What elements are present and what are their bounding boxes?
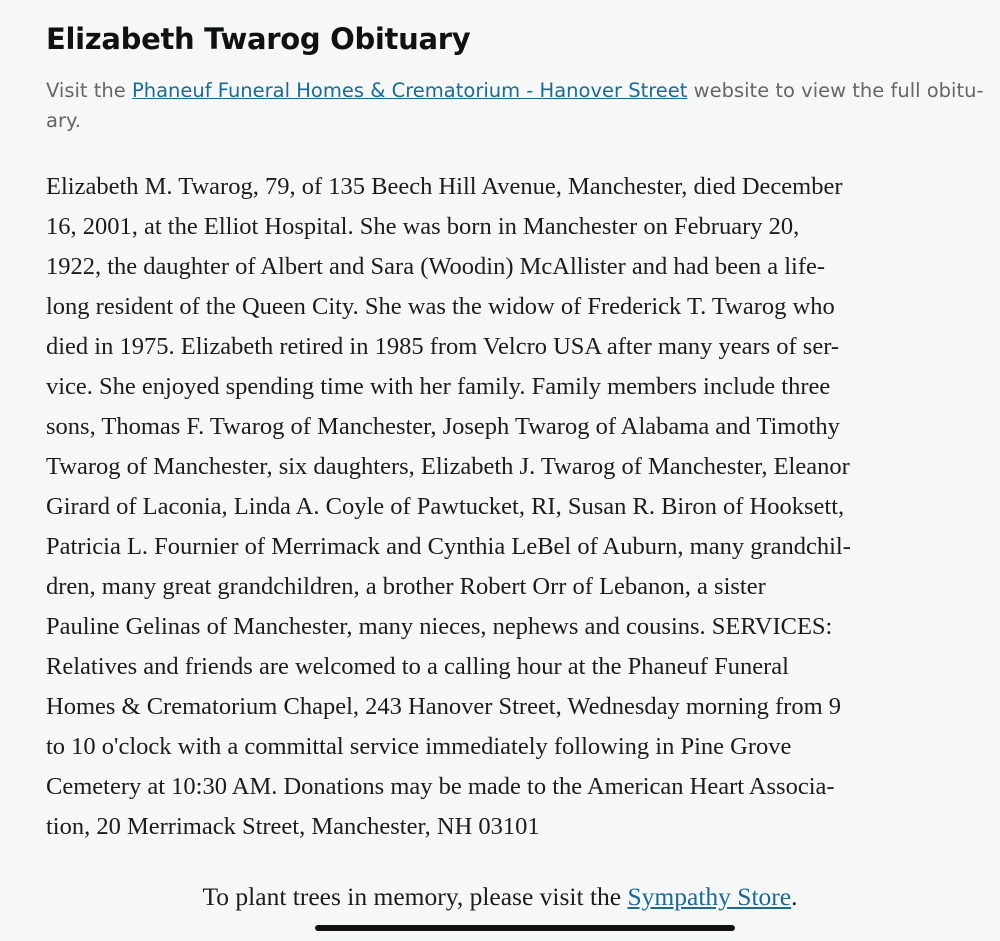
body-line: vice. She enjoyed spending time with her family. Family members include three — [46, 373, 831, 400]
plant-trees-notice — [0, 877, 1000, 917]
body-line: Pauline Gelinas of Manchester, many nieces, nephews and cousins. SERVICES: — [46, 613, 833, 640]
body-line: Girard of Laconia, Linda A. Coyle of Pawtucket, RI, Susan R. Biron of Hooksett, — [46, 493, 845, 520]
body-line: Relatives and friends are welcomed to a calling hour at the Phaneuf Funeral — [46, 653, 789, 680]
funeral-home-link[interactable]: Phaneuf Funeral Homes & Crematorium - Hanover Street — [131, 79, 688, 102]
page-title: Elizabeth Twarog Obituary — [46, 22, 471, 56]
body-line: 16, 2001, at the Elliot Hospital. She was born in Manchester on February 20, — [46, 213, 800, 240]
trees-prefix: To plant trees in memory, please visit the — [202, 882, 628, 911]
home-indicator[interactable] — [315, 925, 735, 931]
body-line: Patricia L. Fournier of Merrimack and Cynthia LeBel of Auburn, many grandchil- — [46, 533, 851, 560]
visit-notice — [46, 76, 996, 136]
body-line: Homes & Crematorium Chapel, 243 Hanover Street, Wednesday morning from 9 — [46, 693, 842, 720]
visit-suffix: website to view the full obitu-ary. — [46, 79, 984, 132]
body-line: to 10 o'clock with a committal service immediately following in Pine Grove — [46, 733, 792, 760]
body-line: 1922, the daughter of Albert and Sara (Woodin) McAllister and had been a life- — [46, 253, 826, 280]
body-line: sons, Thomas F. Twarog of Manchester, Joseph Twarog of Alabama and Timothy — [46, 413, 840, 440]
body-line: Twarog of Manchester, six daughters, Elizabeth J. Twarog of Manchester, Eleanor — [46, 453, 850, 480]
body-line: died in 1975. Elizabeth retired in 1985 from Velcro USA after many years of ser- — [46, 333, 840, 360]
obituary-body — [46, 167, 994, 847]
body-line: dren, many great grandchildren, a brother Robert Orr of Lebanon, a sister — [46, 573, 766, 600]
body-line: Cemetery at 10:30 AM. Donations may be made to the American Heart Associa- — [46, 773, 835, 800]
body-line: Elizabeth M. Twarog, 79, of 135 Beech Hill Avenue, Manchester, died December — [46, 173, 843, 200]
body-line: long resident of the Queen City. She was the widow of Frederick T. Twarog who — [46, 293, 835, 320]
trees-suffix: . — [791, 882, 798, 911]
sympathy-store-link[interactable]: Sympathy Store — [627, 882, 792, 911]
body-line: tion, 20 Merrimack Street, Manchester, NH 03101 — [46, 813, 540, 840]
visit-prefix: Visit the — [46, 79, 132, 102]
